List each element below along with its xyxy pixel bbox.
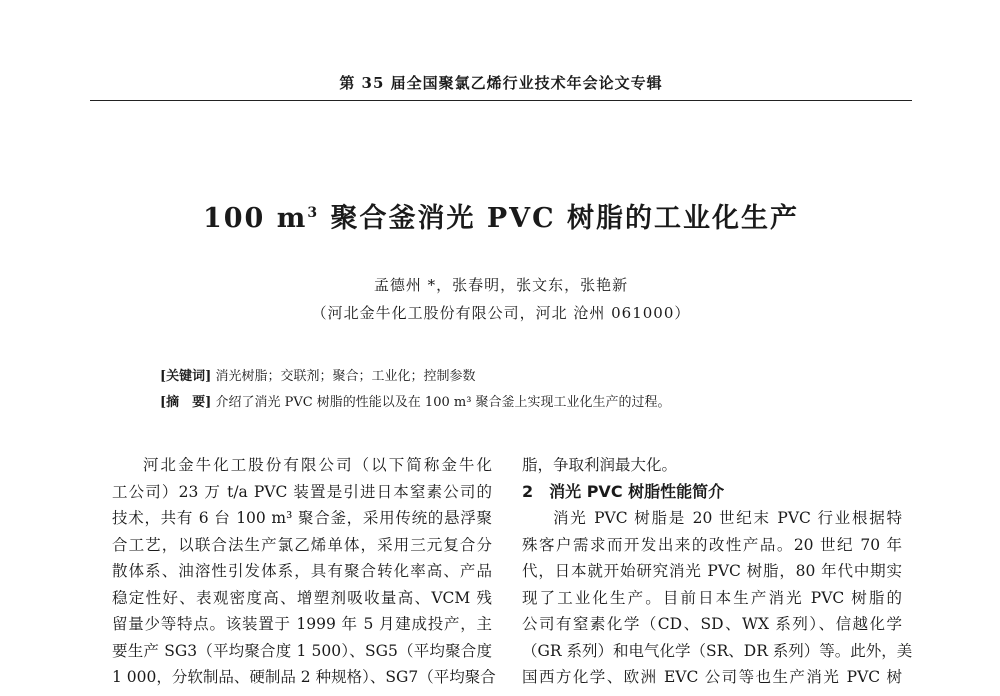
body-line: 代，日本就开始研究消光 PVC 树脂，80 年代中期实 (522, 562, 902, 580)
body-line: 稳定性好、表观密度高、增塑剂吸收量高、VCM 残 (112, 588, 492, 607)
journal-header: 第 35 届全国聚氯乙烯行业技术年会论文专辑 (339, 74, 663, 92)
body-line: 技术，共有 6 台 100 m³ 聚合釜，采用传统的悬浮聚 (112, 509, 492, 527)
title-superscript: 3 (307, 205, 320, 221)
abstract-label: [摘 要] (160, 395, 212, 410)
title-rest: 聚合釜消光 PVC 树脂的工业化生产 (319, 203, 800, 234)
body-line: （GR 系列）和电气化学（SR、DR 系列）等。此外，美 (522, 641, 913, 660)
header-rule (90, 100, 912, 101)
body-line: 合工艺，以联合法生产氯乙烯单体，采用三元复合分 (112, 535, 492, 554)
keywords-label: [关键词] (160, 369, 212, 384)
abstract (160, 391, 671, 410)
body-line: 散体系、油溶性引发体系，具有聚合转化率高、产品 (112, 562, 492, 580)
body-line: 殊客户需求而开发出来的改性产品。20 世纪 70 年 (522, 535, 902, 554)
body-line: 河北金牛化工股份有限公司（以下简称金牛化 (143, 456, 492, 474)
body-line: 要生产 SG3（平均聚合度 1 500）、SG5（平均聚合度 (112, 641, 492, 660)
abstract-text: 介绍了消光 PVC 树脂的性能以及在 100 m³ 聚合釜上实现工业化生产的过程。 (211, 395, 671, 410)
body-line: 现了工业化生产。目前日本生产消光 PVC 树脂的 (522, 588, 902, 607)
authors: 孟德州 *，张春明，张文东，张艳新 (373, 276, 629, 294)
keywords (160, 365, 475, 384)
body-line: 消光 PVC 树脂是 20 世纪末 PVC 行业根据特 (553, 509, 902, 527)
right-column (522, 452, 913, 691)
title-main: 100 m (202, 203, 308, 234)
section-heading: 2 消光 PVC 树脂性能简介 (522, 481, 725, 501)
body-line: 工公司）23 万 t/a PVC 装置是引进日本窒素公司的 (112, 482, 492, 501)
affiliation: （河北金牛化工股份有限公司，河北 沧州 061000） (311, 304, 691, 322)
paper-title (90, 196, 912, 235)
body-line: 脂，争取利润最大化。 (522, 456, 678, 474)
keywords-text: 消光树脂；交联剂；聚合；工业化；控制参数 (211, 369, 476, 384)
body-line: 国西方化学、欧洲 EVC 公司等也生产消光 PVC 树 (522, 668, 902, 686)
body-line: 留量少等特点。该装置于 1999 年 5 月建成投产，主 (112, 615, 492, 633)
body-line: 1 000，分软制品、硬制品 2 种规格）、SG7（平均聚合 (112, 668, 496, 686)
body-line: 公司有窒素化学（CD、SD、WX 系列）、信越化学 (522, 615, 902, 633)
left-column (112, 452, 496, 691)
